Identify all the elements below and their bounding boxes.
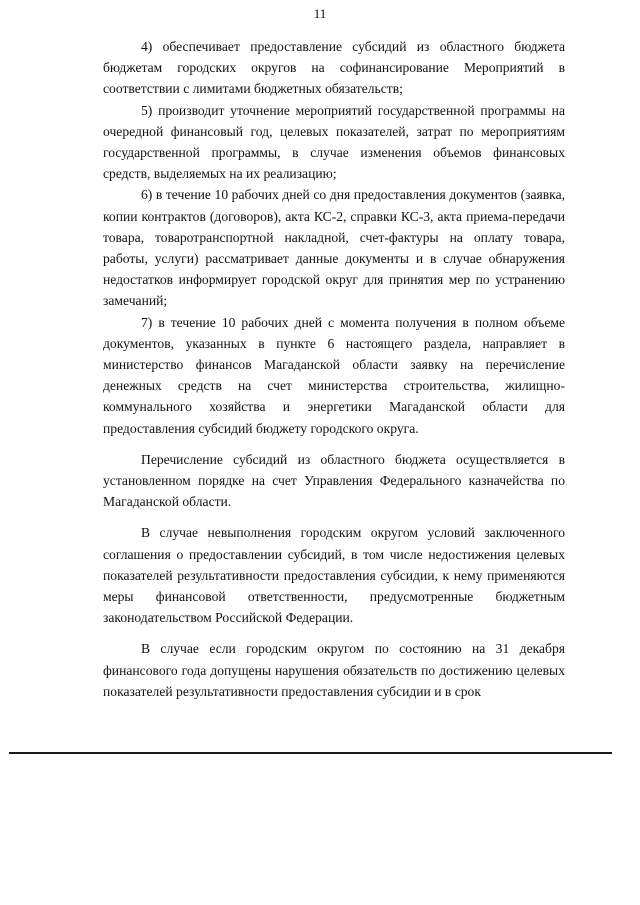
page-number: 11 <box>313 6 327 21</box>
page-bottom-rule <box>9 752 612 754</box>
paragraph-item-7: 7) в течение 10 рабочих дней с момента получения в полном объеме документов, указанных в пункте 6 настоящего раздела, направляет в министерство финансов Магаданской области заявку на перечисление денежных средств на счет министерства строительства, жилищно-коммунального хозяйства и энергетики Магаданской области для предоставления субсидий бюджету городского округа. <box>103 314 565 436</box>
paragraph-violations: В случае если городским округом по состоянию на 31 декабря финансового года допущены нарушения обязательств по достижению целевых показателей результативности предоставления субсидии и в срок <box>103 641 565 699</box>
paragraph-item-4: 4) обеспечивает предоставление субсидий из областного бюджета бюджетам городских округов на софинансирование Мероприятий в соответствии с лимитами бюджетных обязательств; <box>103 39 565 97</box>
paragraph-noncompliance: В случае невыполнения городским округом условий заключенного соглашения о предоставлении субсидий, в том числе недостижения целевых показателей результативности предоставления субсидии, к нему применяются меры финансовой ответственности, предусмотренные бюджетным законодательством Российской Федерации. <box>103 525 565 626</box>
paragraph-subsidy-transfer: Перечисление субсидий из областного бюджета осуществляется в установленном порядке на счет Управления Федерального казначейства по Магаданской области. <box>103 451 565 510</box>
document-body <box>103 36 565 702</box>
paragraph-item-5: 5) производит уточнение мероприятий государственной программы на очередной финансовый год, целевых показателей, затрат по мероприятиям государственной программы, в случае изменения объемов финансовых средств, выделяемых на их реализацию; <box>103 102 565 182</box>
paragraph-item-6: 6) в течение 10 рабочих дней со дня предоставления документов (заявка, копии контрактов (договоров), акта КС-2, справки КС-3, акта приема-передачи товара, товаротранспортной накладной, счет-фактуры на оплату товара, работы, услуги) рассматривает данные документы и в случае обнаружения недостатков информирует городской округ для принятия мер по устранению замечаний; <box>103 187 565 309</box>
